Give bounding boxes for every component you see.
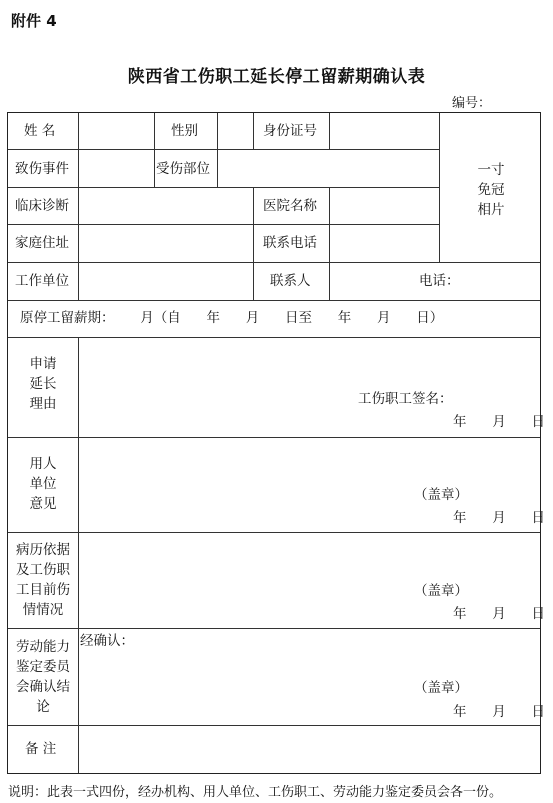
photo-placeholder: 一寸免冠相片	[477, 162, 505, 218]
date-line: 年 月 日	[453, 606, 545, 622]
hospital-field[interactable]	[330, 188, 438, 223]
diagnosis-label: 临床诊断	[15, 198, 69, 214]
date-line: 年 月 日	[453, 510, 545, 526]
injury-event-field[interactable]	[79, 150, 153, 186]
gender-field[interactable]	[218, 114, 252, 148]
name-field[interactable]	[79, 114, 153, 148]
form-table	[7, 112, 545, 774]
remarks-field[interactable]	[79, 726, 540, 773]
worker-signature-label: 工伤职工签名：	[358, 391, 453, 407]
injury-part-field[interactable]	[218, 150, 438, 186]
attachment-number: 附件 4	[11, 12, 57, 30]
tel-label: 电话：	[419, 273, 460, 289]
footer-note: 说明：此表一式四份，经办机构、用人单位、工伤职工、劳动能力鉴定委员会各一份。	[8, 785, 503, 800]
date-line: 年 月 日	[453, 704, 545, 720]
rule	[439, 113, 440, 263]
injury-event-label: 致伤事件	[15, 161, 69, 177]
rule	[253, 187, 254, 300]
id-number-label: 身份证号	[263, 123, 317, 139]
serial-number-label: 编号：	[452, 96, 492, 111]
contact-phone-field[interactable]	[330, 225, 438, 261]
seal-label: （盖章）	[414, 583, 468, 599]
address-field[interactable]	[79, 225, 252, 261]
seal-label: （盖章）	[414, 487, 468, 503]
committee-conclusion-label: 劳动能力鉴定委员会确认结论	[16, 639, 70, 715]
id-number-field[interactable]	[330, 114, 438, 148]
name-label: 姓 名	[24, 123, 56, 139]
contact-phone-label: 联系电话	[263, 235, 317, 251]
diagnosis-field[interactable]	[79, 188, 252, 223]
seal-label: （盖章）	[414, 680, 468, 696]
remarks-label: 备 注	[25, 741, 57, 757]
form-title: 陕西省工伤职工延长停工留薪期确认表	[127, 67, 426, 87]
hospital-label: 医院名称	[263, 198, 317, 214]
address-label: 家庭住址	[15, 235, 69, 251]
confirmed-label: 经确认：	[80, 633, 134, 649]
injury-part-label: 受伤部位	[156, 161, 210, 177]
employer-label: 工作单位	[15, 273, 69, 289]
rule	[8, 628, 540, 629]
date-line: 年 月 日	[453, 414, 545, 430]
employer-opinion-label: 用人单位意见	[29, 456, 57, 512]
rule	[154, 113, 155, 187]
original-leave-period: 原停工留薪期： 月（自 年 月 日至 年 月 日）	[20, 310, 444, 326]
apply-extension-label: 申请延长理由	[29, 356, 57, 412]
medical-basis-label: 病历依据及工伤职工目前伤情情况	[16, 542, 70, 618]
gender-label: 性别	[171, 123, 198, 139]
employer-field[interactable]	[79, 263, 252, 299]
contact-person-label: 联系人	[270, 273, 311, 289]
rule	[8, 300, 540, 301]
rule	[253, 113, 254, 149]
